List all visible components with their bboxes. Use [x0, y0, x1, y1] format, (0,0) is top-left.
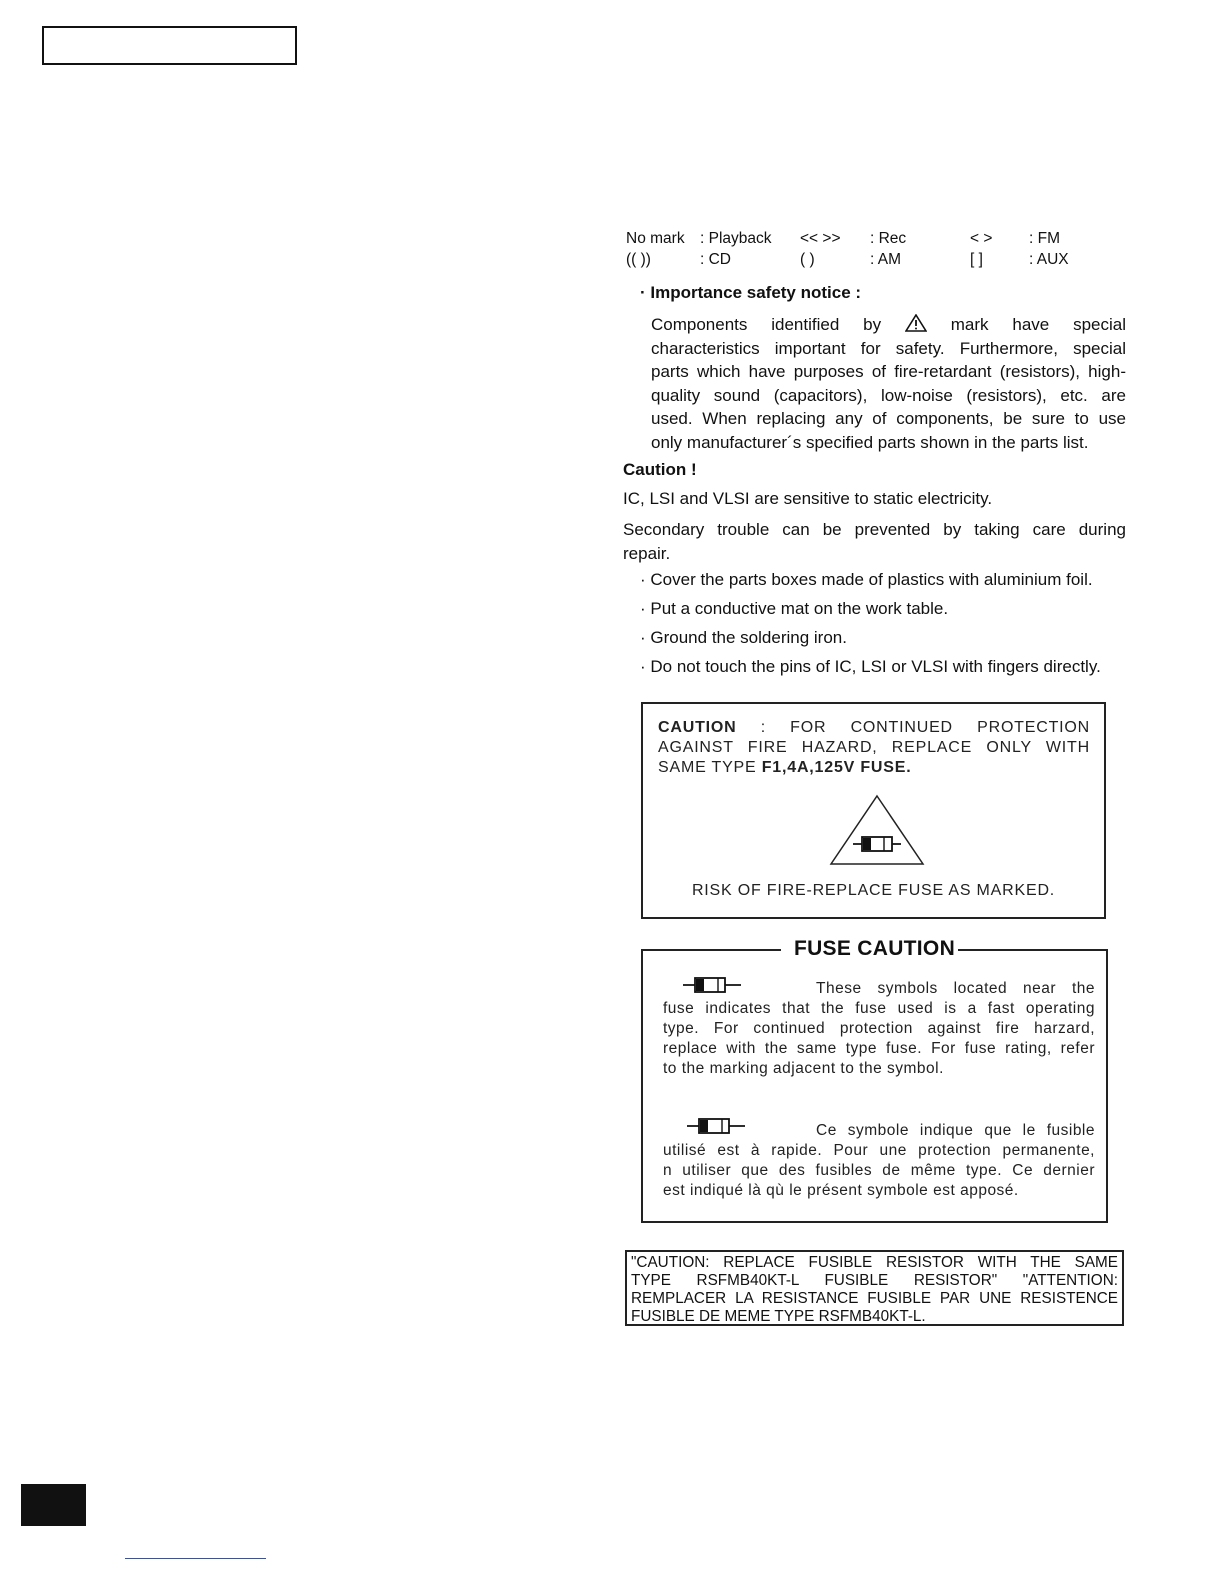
- notice-line: quality sound (capacitors), low-noise (resistors), etc. are: [651, 385, 1126, 405]
- precaution-item: · Do not touch the pins of IC, LSI or VLSI with fingers directly.: [640, 657, 1101, 677]
- fuse-rating: F1,4A,125V FUSE.: [761, 759, 912, 776]
- fire-risk-text: RISK OF FIRE-REPLACE FUSE AS MARKED.: [691, 882, 1056, 899]
- safety-notice-body: [651, 313, 1126, 454]
- legend-symbol: [ ]: [970, 251, 983, 268]
- safety-notice-title: · Importance safety notice :: [640, 283, 861, 303]
- precaution-item: · Put a conductive mat on the work table.: [640, 599, 948, 619]
- header-box: [42, 26, 297, 65]
- legend-label: : AM: [870, 251, 902, 268]
- fuse-caution-title: FUSE CAUTION: [793, 937, 956, 960]
- fuse-caution-french: Ce symbole indique que le fusible utilisé est à rapide. Pour une protection permanente, n utiliser que des fusibles de même type. Ce dernier est indiqué là qù le présent symbole est apposé.: [663, 1122, 1095, 1199]
- notice-line: used. When replacing any of components, be sure to use: [651, 409, 1126, 428]
- legend-symbol: No mark: [626, 230, 685, 247]
- legend-symbol: (( )): [626, 251, 651, 268]
- secondary-trouble-text: Secondary trouble can be prevented by taking care during repair.: [623, 520, 1126, 563]
- footer-rule: [125, 1558, 266, 1559]
- caution-title: Caution !: [623, 460, 697, 479]
- notice-line: parts which have purposes of fire-retardant (resistors), high-: [651, 362, 1126, 381]
- warning-triangle-icon: [905, 314, 927, 332]
- legend-label: : AUX: [1029, 251, 1069, 268]
- legend-label: : Playback: [700, 230, 772, 247]
- legend-label: : FM: [1029, 230, 1060, 247]
- caution-word: CAUTION: [658, 719, 737, 736]
- static-electricity-text: IC, LSI and VLSI are sensitive to static electricity.: [623, 489, 993, 508]
- legend-symbol: << >>: [800, 230, 841, 247]
- notice-line: characteristics important for safety. Furthermore, special: [651, 338, 1126, 358]
- fusible-resistor-caution: "CAUTION: REPLACE FUSIBLE RESISTOR WITH THE SAME TYPE RSFMB40KT-L FUSIBLE RESISTOR" "ATTENTION: REMPLACER LA RESISTANCE FUSIBLE PAR UNE RESISTENCE FUSIBLE DE MEME TYPE RSFMB40KT-L.: [625, 1250, 1124, 1326]
- fuse-warning-icon: [829, 794, 925, 866]
- fuse-caution-box: [641, 937, 1108, 1223]
- page-number-tab: [21, 1484, 86, 1526]
- notice-line-1: Components identified by mark have special: [651, 315, 1126, 334]
- precaution-item: · Ground the soldering iron.: [640, 628, 847, 648]
- legend-symbol: < >: [970, 230, 993, 247]
- fuse-replacement-label: CAUTION : FOR CONTINUED PROTECTION AGAINST FIRE HAZARD, REPLACE ONLY WITH SAME TYPE F1,4A,125V FUSE. RISK OF FIRE-REPLACE FUSE AS MARKED.: [641, 702, 1106, 919]
- legend-label: : CD: [700, 251, 731, 268]
- fuse-caution-english: These symbols located near the fuse indicates that the fuse used is a fast operating type. For continued protection against fire harzard, replace with the same type fuse. For fuse rating, refer to the marking adjacent to the symbol.: [663, 980, 1095, 1077]
- notice-line: only manufacturer´s specified parts shown in the parts list.: [651, 432, 1089, 452]
- precaution-item: · Cover the parts boxes made of plastics with aluminium foil.: [640, 570, 1093, 590]
- legend-symbol: ( ): [800, 251, 815, 268]
- legend-label: : Rec: [870, 230, 907, 247]
